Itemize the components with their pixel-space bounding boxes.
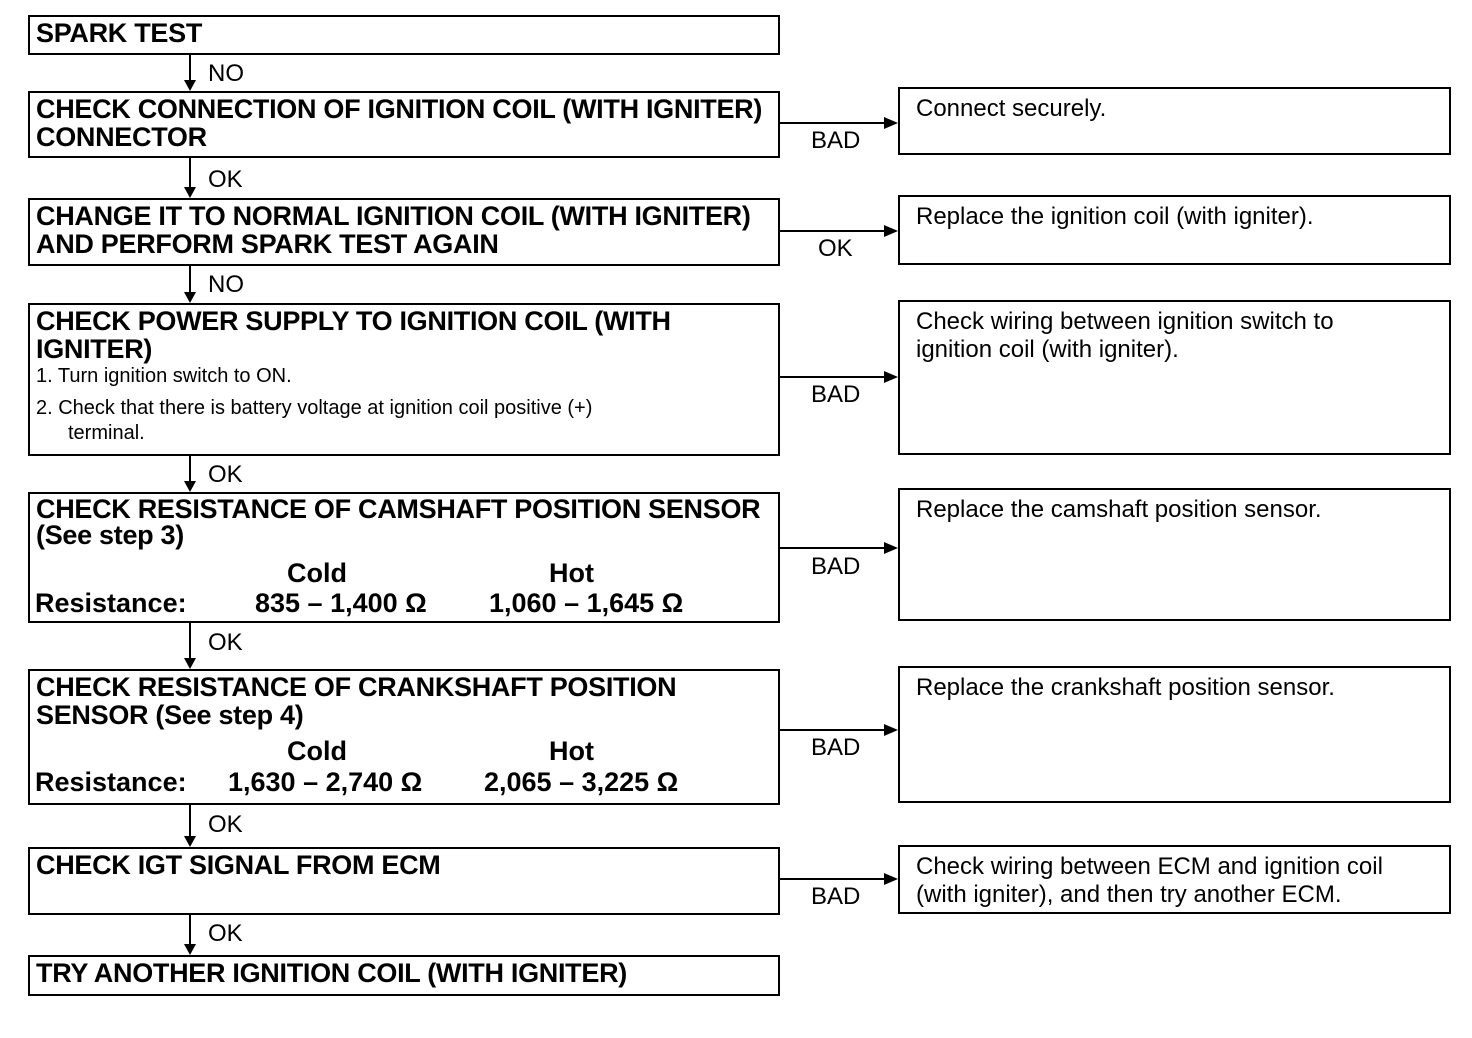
check-wiring-ecm-text: Check wiring between ECM and ignition coil (with igniter), and then try another ECM. xyxy=(916,853,1383,908)
down-label-3: NO xyxy=(208,271,244,298)
down-arrow-1 xyxy=(184,55,196,91)
check-connection-box xyxy=(28,91,780,158)
down-label-7: OK xyxy=(208,920,243,947)
camshaft-resistance-label: Resistance: xyxy=(35,588,187,618)
down-label-5: OK xyxy=(208,629,243,656)
down-label-2: OK xyxy=(208,166,243,193)
power-supply-title: CHECK POWER SUPPLY TO IGNITION COIL (WITH IGNITER) xyxy=(36,306,671,364)
crankshaft-box xyxy=(28,669,780,805)
down-arrow-6 xyxy=(184,805,196,847)
crankshaft-cold-label: Cold xyxy=(287,736,347,766)
power-supply-step-1: 1. Turn ignition switch to ON. xyxy=(36,365,292,387)
igt-signal-title: CHECK IGT SIGNAL FROM ECM xyxy=(36,850,441,880)
power-supply-box xyxy=(28,303,780,456)
camshaft-box xyxy=(28,492,780,623)
try-another-title: TRY ANOTHER IGNITION COIL (WITH IGNITER) xyxy=(36,958,627,988)
down-arrow-2 xyxy=(184,158,196,198)
connect-securely-text: Connect securely. xyxy=(916,95,1107,122)
check-wiring-ecm-box xyxy=(898,845,1451,914)
check-wiring-switch-text: Check wiring between ignition switch to ignition coil (with igniter). xyxy=(916,308,1334,363)
down-label-4: OK xyxy=(208,461,243,488)
side-label-4: BAD xyxy=(811,553,861,580)
side-label-6: BAD xyxy=(811,883,861,910)
side-label-3: BAD xyxy=(811,381,861,408)
spark-test-box xyxy=(28,15,780,55)
power-supply-step-2: 2. Check that there is battery voltage at ignition coil positive (+) xyxy=(36,397,593,419)
change-coil-title: CHANGE IT TO NORMAL IGNITION COIL (WITH IGNITER) AND PERFORM SPARK TEST AGAIN xyxy=(36,201,751,259)
replace-coil-box xyxy=(898,195,1451,265)
camshaft-hot-label: Hot xyxy=(549,558,594,588)
side-label-2: OK xyxy=(818,235,853,262)
camshaft-cold-label: Cold xyxy=(287,558,347,588)
down-arrow-5 xyxy=(184,623,196,669)
power-supply-step-2-cont: terminal. xyxy=(68,422,145,444)
crankshaft-cold-value: 1,630 – 2,740 Ω xyxy=(228,767,423,797)
try-another-box xyxy=(28,955,780,996)
change-coil-box xyxy=(28,198,780,266)
side-label-5: BAD xyxy=(811,734,861,761)
check-connection-title: CHECK CONNECTION OF IGNITION COIL (WITH IGNITER) CONNECTOR xyxy=(36,94,763,152)
replace-camshaft-box xyxy=(898,488,1451,621)
camshaft-title: CHECK RESISTANCE OF CAMSHAFT POSITION SENSOR (See step 3) xyxy=(36,494,761,550)
replace-crankshaft-text: Replace the crankshaft position sensor. xyxy=(916,674,1335,701)
crankshaft-title: CHECK RESISTANCE OF CRANKSHAFT POSITION SENSOR (See step 4) xyxy=(36,672,677,730)
camshaft-cold-value: 835 – 1,400 Ω xyxy=(255,588,427,618)
spark-test-title: SPARK TEST xyxy=(36,18,203,48)
down-arrow-7 xyxy=(184,915,196,955)
side-label-1: BAD xyxy=(811,127,861,154)
connect-securely-box xyxy=(898,87,1451,155)
replace-coil-text: Replace the ignition coil (with igniter). xyxy=(916,203,1314,230)
crankshaft-hot-label: Hot xyxy=(549,736,594,766)
crankshaft-hot-value: 2,065 – 3,225 Ω xyxy=(484,767,679,797)
down-label-1: NO xyxy=(208,60,244,87)
down-label-6: OK xyxy=(208,811,243,838)
down-arrow-3 xyxy=(184,266,196,303)
replace-camshaft-text: Replace the camshaft position sensor. xyxy=(916,496,1322,523)
check-wiring-switch-box xyxy=(898,300,1451,455)
replace-crankshaft-box xyxy=(898,666,1451,803)
down-arrow-4 xyxy=(184,456,196,492)
camshaft-hot-value: 1,060 – 1,645 Ω xyxy=(489,588,684,618)
igt-signal-box xyxy=(28,847,780,915)
crankshaft-resistance-label: Resistance: xyxy=(35,767,187,797)
